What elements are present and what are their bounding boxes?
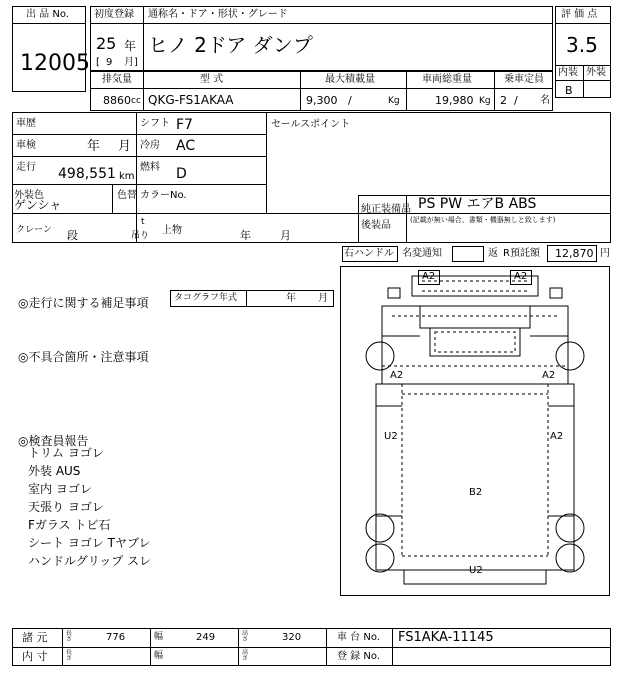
displacement-label: 排気量 [102,74,132,85]
defects-label: ◎不具合箇所・注意事項 [18,350,149,364]
model-label: 型 式 [200,74,224,85]
inspector-line: 外装 AUS [28,464,81,478]
damage-mark-side-left: U2 [384,431,398,442]
tachograph-year-unit: 年 [286,293,296,304]
mirror-right [550,288,562,298]
lot-number: 12005 [20,51,90,76]
max-load-value: 9,300 [306,94,338,107]
max-load-unit: Kg [388,96,400,106]
first-reg-year-unit: 年 [124,39,137,53]
in-width-label: 幅 [154,651,164,661]
damage-mark-front-right: A2 [542,370,556,381]
aftermarket-note: (記載が無い場合、書類・機器無しと致します) [410,216,556,224]
crane-stage-unit: 段 [67,229,78,242]
inspector-line: 天張り ヨゴレ [28,500,104,514]
inspection-label: 車検 [16,140,36,151]
upper-month-unit: 月 [280,229,291,242]
gross-weight-label: 車両総重量 [422,74,472,85]
sales-point-label: セールスポイント [271,119,351,130]
damage-mark-top-left: A2 [422,271,436,282]
max-load-slash: / [348,94,352,107]
length-value: 776 [106,632,126,643]
ext-color-label: 外装色 [14,190,44,201]
rear-right-wheel-2 [556,544,584,572]
name-change-label: 名変通知 [402,248,442,259]
interior-grade: B [565,84,573,97]
inspector-line: Fガラス トビ石 [28,518,111,532]
model-value: QKG-FS1AKAA [148,93,234,107]
width-label: 幅 [154,632,164,642]
dims-label: 諸 元 [22,631,48,644]
chassis-label: 車 台 No. [337,632,380,643]
inspector-line: シート ヨゴレ Tヤブレ [28,536,151,550]
upper-label: 上物 [162,225,182,236]
capacity-unit: 名 [540,95,550,106]
tachograph-label: タコグラフ年式 [174,293,238,303]
ac-value: AC [176,138,196,154]
capacity-label: 乗車定員 [504,74,544,85]
in-height-label: 高さ [241,649,248,662]
upper-year-unit: 年 [240,229,251,242]
fuel-value: D [176,166,187,182]
in-length-label: 長さ [65,649,72,662]
height-label: 高さ [241,630,248,643]
capacity-slash: / [514,94,518,107]
shift-value: F7 [176,117,193,133]
color-change-label: 色替 [117,190,137,201]
truck-outline [340,266,610,596]
recycle-unit: 円 [600,248,610,259]
first-reg-label: 初度登録 [94,9,134,20]
chassis-value: FS1AKA-11145 [398,630,494,645]
cab-outline [382,306,568,384]
damage-mark-rear: U2 [469,565,483,576]
damage-mark-side-right: A2 [550,431,564,442]
tachograph-month-unit: 月 [318,293,328,304]
rear-right-wheel-1 [556,514,584,542]
mileage-unit: km [119,171,135,182]
front-right-wheel [556,342,584,370]
gross-weight-value: 19,980 [435,94,474,107]
length-label: 長さ [65,630,72,643]
mirror-left [388,288,400,298]
shift-label: シフト [140,118,170,129]
height-value: 320 [282,632,302,643]
mileage-label: 走行 [16,162,36,173]
first-reg-month: 9 [106,57,113,68]
damage-mark-bed: B2 [469,487,483,498]
rating-label: 評 価 点 [561,9,598,20]
ext-color-value: ゲンシャ [14,198,62,212]
rear-left-wheel-1 [366,514,394,542]
month-close: 月] [124,57,138,68]
inspector-line: 室内 ヨゴレ [28,482,92,496]
driving-notes-label: ◎走行に関する補足事項 [18,296,149,310]
displacement-unit: cc [131,96,141,106]
bed-outline [376,384,574,570]
damage-mark-top-right: A2 [514,271,528,282]
equipment-value: PS PW エアB ABS [418,196,537,212]
rear-left-wheel-2 [366,544,394,572]
name-label: 通称名・ドア・形状・グレード [148,9,288,20]
vehicle-name: ヒノ 2ドア ダンプ [148,33,313,57]
recycle-value: 12,870 [555,247,594,260]
aftermarket-label: 後装品 [361,220,391,231]
front-left-wheel [366,342,394,370]
inspection-month-unit: 月 [118,139,132,154]
history-label: 車歴 [16,118,36,129]
ac-label: 冷房 [140,140,160,151]
crane-hang-label: 吊り [131,231,150,241]
inspection-year-unit: 年 [87,139,101,154]
displacement-value: 8860 [103,94,131,107]
exterior-label: 外装 [586,67,606,78]
max-load-label: 最大積載量 [325,74,375,85]
fuel-label: 燃料 [140,162,160,173]
first-reg-year: 25 [96,34,117,53]
inspector-label: ◎検査員報告 [18,434,89,448]
right-hand-label: 右ハンドル [344,248,394,259]
color-no-label: カラーNo. [140,190,187,201]
crane-label: クレーン [16,225,52,235]
month-open: [ [96,57,100,68]
gross-weight-unit: Kg [479,96,491,106]
interior-label: 内装 [558,67,578,78]
rating-value: 3.5 [566,33,598,57]
inspector-line: トリム ヨゴレ [28,446,104,460]
width-value: 249 [196,632,216,643]
mileage-value: 498,551 [58,166,116,182]
equipment-label: 純正装備品 [361,204,411,215]
capacity-value: 2 [500,94,507,107]
deposit-prefix: 返 [488,248,498,259]
crane-ton-unit: t [141,217,145,227]
name-change-box [452,246,484,262]
damage-mark-front-left: A2 [390,370,404,381]
inspector-line: ハンドルグリップ スレ [28,554,152,568]
lot-label: 出 品 No. [26,9,69,20]
internal-dims-label: 内 寸 [22,650,48,663]
registration-label: 登 録 No. [337,651,380,662]
recycle-label: R預託額 [503,248,540,259]
